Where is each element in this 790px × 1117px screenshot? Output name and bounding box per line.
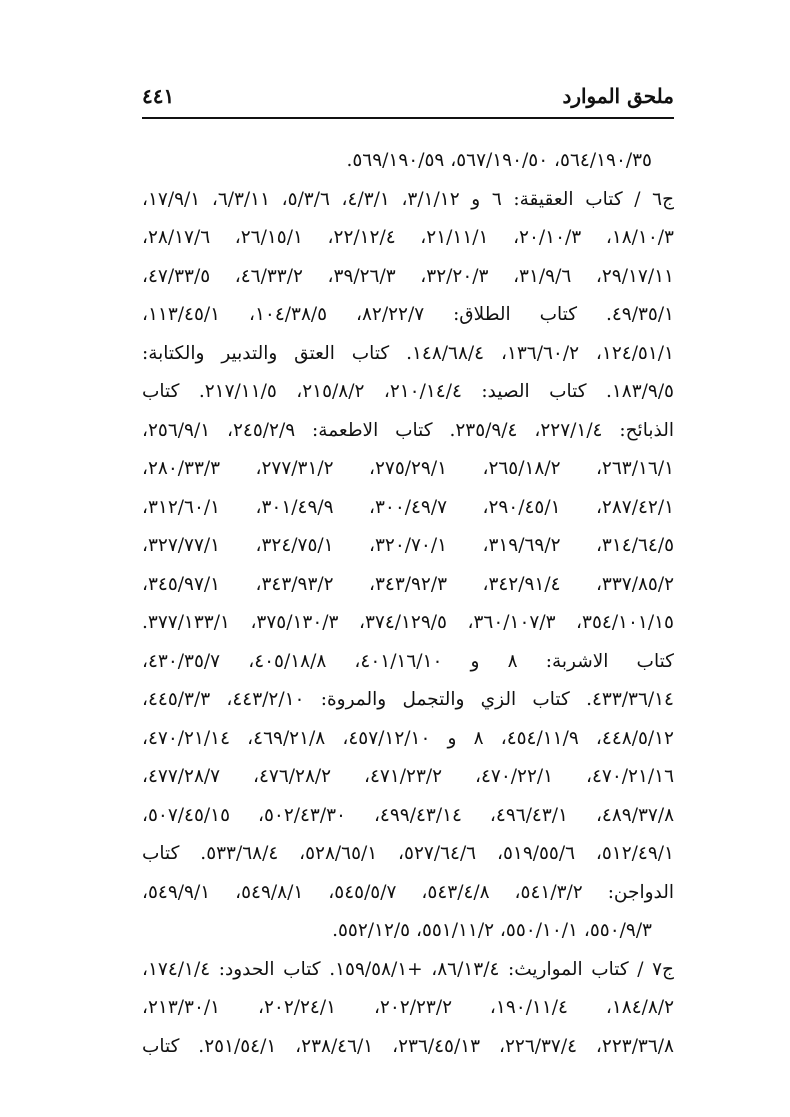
text-line: ٣١٤/٦٤/٥، ٣١٩/٦٩/٢، ٣٢٠/٧٠/١، ٣٢٤/٧٥/١، ٣٢٧/٧٧/١، [142, 535, 674, 556]
running-title: ملحق الموارد [562, 84, 674, 108]
text-line: الدواجن: ٥٤١/٣/٢، ٥٤٣/٤/٨، ٥٤٥/٥/٧، ٥٤٩/٨/١، ٥٤٩/٩/١، [142, 881, 674, 903]
text-line: ٤٤٨/٥/١٢، ٤٥٤/١١/٩، ٨ و ٤٥٧/١٢/١٠، ٤٦٩/٢١/٨، ٤٧٠/٢١/١٤، [142, 727, 674, 749]
text-line: ٥١٢/٤٩/١، ٥١٩/٥٥/٦، ٥٢٧/٦٤/٦، ٥٢٨/٦٥/١، ٥٣٣/٦٨/٤. كتاب [142, 843, 674, 864]
text-line: ٣٣٧/٨٥/٢، ٣٤٢/٩١/٤، ٣٤٣/٩٢/٣، ٣٤٣/٩٣/٢، ٣٤٥/٩٧/١، [142, 573, 674, 595]
text-line: ٥٥٠/٩/٣، ٥٥٠/١٠/١، ٥٥١/١١/٢، ٥٥٢/١٢/٥. [332, 920, 652, 941]
text-line: كتاب الاشربة: ٨ و ٤٠١/١٦/١٠، ٤٠٥/١٨/٨، ٤٣٠/٣٥/٧، [142, 650, 674, 672]
text-line: ٣٥٤/١٠١/١٥، ٣٦٠/١٠٧/٣، ٣٧٤/١٢٩/٥، ٣٧٥/١٣٠/٣، ٣٧٧/١٣٣/١. [142, 612, 674, 633]
text-line: ١٨/١٠/٣، ٢٠/١٠/٣، ٢١/١١/١، ٢٢/١٢/٤، ٢٦/١٥/١، ٢٨/١٧/٦، [142, 227, 674, 248]
text-line: ٤٩/٣٥/١. كتاب الطلاق: ٨٢/٢٢/٧، ١٠٤/٣٨/٥، ١١٣/٤٥/١، [142, 304, 674, 325]
text-line: ٢٢٣/٣٦/٨، ٢٢٦/٣٧/٤، ٢٣٦/٤٥/١٣، ٢٣٨/٤٦/١، ٢٥١/٥٤/١. كتاب [142, 1035, 674, 1057]
text-line: ٤٧٠/٢١/١٦، ٤٧٠/٢٢/١، ٤٧١/٢٣/٢، ٤٧٦/٢٨/٢، ٤٧٧/٢٨/٧، [142, 766, 674, 787]
text-line: ٢٨٧/٤٢/١، ٢٩٠/٤٥/١، ٣٠٠/٤٩/٧، ٣٠١/٤٩/٩، ٣١٢/٦٠/١، [142, 496, 674, 518]
text-line: ج٦ / كتاب العقيقة: ٦ و ٣/١/١٢، ٤/٣/١، ٥/٣/٦، ٦/٣/١١، ١٧/٩/١، [142, 188, 674, 210]
text-line: ١٨٤/٨/٢، ١٩٠/١١/٤، ٢٠٢/٢٣/٢، ٢٠٢/٢٤/١، ٢١٣/٣٠/١، [142, 997, 674, 1018]
text-line: ٤٨٩/٣٧/٨، ٤٩٦/٤٣/١، ٤٩٩/٤٣/١٤، ٥٠٢/٤٣/٣٠، ٥٠٧/٤٥/١٥، [142, 804, 674, 826]
text-line: ١٨٣/٩/٥. كتاب الصيد: ٢١٠/١٤/٤، ٢١٥/٨/٢، ٢١٧/١١/٥. كتاب [142, 381, 674, 402]
text-line: الذبائح: ٢٢٧/١/٤، ٢٣٥/٩/٤. كتاب الاطعمة: ٢٤٥/٢/٩، ٢٥٦/٩/١، [142, 419, 674, 441]
text-line: ١٢٤/٥١/١، ١٣٦/٦٠/٢، ١٤٨/٦٨/٤. كتاب العتق والتدبير والكتابة: [142, 342, 674, 364]
page-header [142, 80, 674, 120]
text-line: ٤٣٣/٣٦/١٤. كتاب الزي والتجمل والمروة: ٤٤٣/٢/١٠، ٤٤٥/٣/٣، [142, 689, 674, 710]
text-line: ٢٦٣/١٦/١، ٢٦٥/١٨/٢، ٢٧٥/٢٩/١، ٢٧٧/٣١/٢، ٢٨٠/٣٣/٣، [142, 458, 674, 479]
text-line: ج٧ / كتاب المواريث: ٨٦/١٣/٤، +١٥٩/٥٨/١. كتاب الحدود: ١٧٤/١/٤، [142, 958, 674, 980]
index-body [142, 142, 674, 1066]
header-divider [142, 117, 674, 119]
text-line: ٢٩/١٧/١١، ٣١/٩/٦، ٣٢/٢٠/٣، ٣٩/٢٦/٣، ٤٦/٣٣/٢، ٤٧/٣٣/٥، [142, 265, 674, 287]
text-line: ٥٦٤/١٩٠/٣٥، ٥٦٧/١٩٠/٥٠، ٥٦٩/١٩٠/٥٩. [346, 150, 652, 171]
page-number: ٤٤١ [142, 84, 175, 108]
